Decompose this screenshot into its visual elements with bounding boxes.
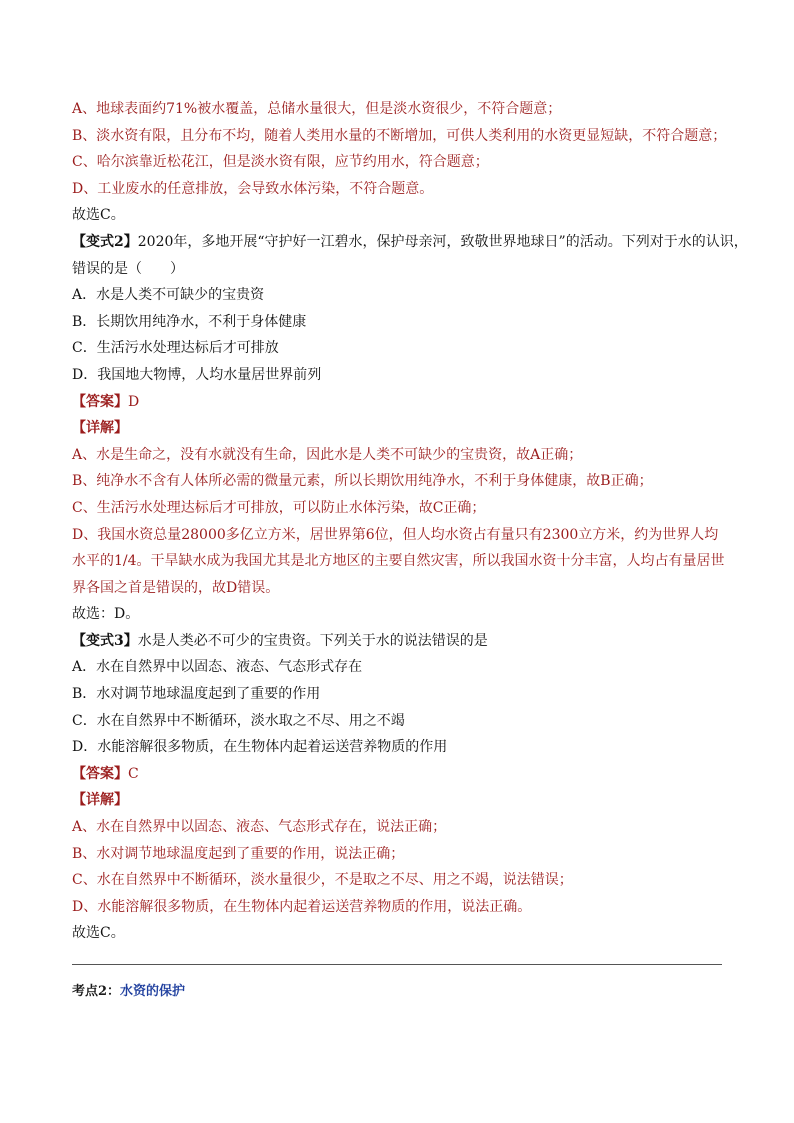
variant2-option-d: D．我国地大物博，人均水量居世界前列 — [72, 366, 322, 383]
variant3-stem-line — [72, 628, 722, 655]
document-body — [72, 96, 748, 947]
explanation-line-d: D、工业废水的任意排放，会导致水体污染，不符合题意。 — [72, 180, 434, 197]
variant2-answer-value: D — [128, 393, 140, 410]
variant2-detail-b: B、纯净水不含有人体所必需的微量元素，所以长期饮用纯净水，不利于身体健康，故B正确； — [72, 473, 653, 490]
variant2-detail-d-1: D、我国水资总量28000多亿立方米，居世界第6位，但人均水资占有量只有2300立方米，约为世界人均 — [72, 526, 719, 543]
variant2-option-a: A．水是人类不可缺少的宝贵资 — [72, 287, 265, 304]
variant3-detail-tag: 【详解】 — [72, 792, 128, 809]
variant2-detail-c: C、生活污水处理达标后才可排放，可以防止水体污染，故C正确； — [72, 499, 486, 516]
explanation-line-a: A、地球表面约71%被水覆盖，总储水量很大，但是淡水资很少，不符合题意； — [72, 101, 562, 117]
variant2-detail-d-3: 界各国之首是错误的，故D错误。 — [72, 579, 280, 596]
variant2-detail-d-2: 水平的1/4。干旱缺水成为我国尤其是北方地区的主要自然灾害，所以我国水资十分丰富，人均占有量居世 — [72, 553, 725, 570]
variant2-option-b: B．长期饮用纯净水，不利于身体健康 — [72, 313, 307, 330]
variant2-detail-tag: 【详解】 — [72, 420, 128, 437]
variant3-detail-b: B、水对调节地球温度起到了重要的作用，说法正确； — [72, 845, 405, 862]
variant3-detail-d: D、水能溶解很多物质，在生物体内起着运送营养物质的作用，说法正确。 — [72, 898, 532, 915]
variant3-detail-c: C、水在自然界中不断循环，淡水量很少，不是取之不尽、用之不竭，说法错误； — [72, 872, 573, 889]
variant3-option-c: C．水在自然界中不断循环，淡水取之不尽、用之不竭 — [72, 712, 405, 729]
variant2-tag: 【变式2】 — [72, 233, 138, 250]
variant2-stem: 2020年，多地开展“守护好一江碧水，保护母亲河，致敬世界地球日”的活动。下列对于水的认识， — [137, 233, 748, 250]
variant2-option-c: C．生活污水处理达标后才可排放 — [72, 340, 279, 357]
variant3-option-b: B．水对调节地球温度起到了重要的作用 — [72, 686, 321, 703]
variant3-answer-value: C — [128, 765, 139, 782]
conclusion-3: 故选C。 — [72, 925, 125, 942]
variant2-detail-a: A、水是生命之，没有水就没有生命，因此水是人类不可缺少的宝贵资，故A正确； — [72, 446, 583, 463]
topic-heading — [72, 982, 185, 1002]
variant2-stem-line2: 错误的是（ ） — [72, 260, 184, 277]
section-divider — [72, 964, 722, 965]
variant3-stem: 水是人类必不可少的宝贵资。下列关于水的说法错误的是 — [137, 632, 488, 649]
variant3-option-a: A．水在自然界中以固态、液态、气态形式存在 — [72, 659, 363, 676]
variant3-detail-a: A、水在自然界中以固态、液态、气态形式存在，说法正确； — [72, 819, 447, 836]
variant3-answer — [72, 761, 722, 788]
conclusion-2: 故选：D。 — [72, 606, 140, 623]
variant2-stem-line1 — [72, 229, 748, 256]
variant3-answer-tag: 【答案】 — [72, 765, 128, 782]
variant3-option-d: D．水能溶解很多物质，在生物体内起着运送营养物质的作用 — [72, 739, 448, 756]
variant2-answer — [72, 389, 722, 416]
conclusion-1: 故选C。 — [72, 207, 125, 224]
variant2-answer-tag: 【答案】 — [72, 393, 128, 410]
topic-label: 考点2： — [72, 984, 121, 999]
explanation-line-b: B、淡水资有限，且分布不均，随着人类用水量的不断增加，可供人类利用的水资更显短缺，不符合题意； — [72, 127, 727, 144]
topic-title: 水资的保护 — [120, 984, 186, 999]
explanation-line-c: C、哈尔滨靠近松花江，但是淡水资有限，应节约用水，符合题意； — [72, 154, 489, 171]
variant3-tag: 【变式3】 — [72, 632, 138, 649]
